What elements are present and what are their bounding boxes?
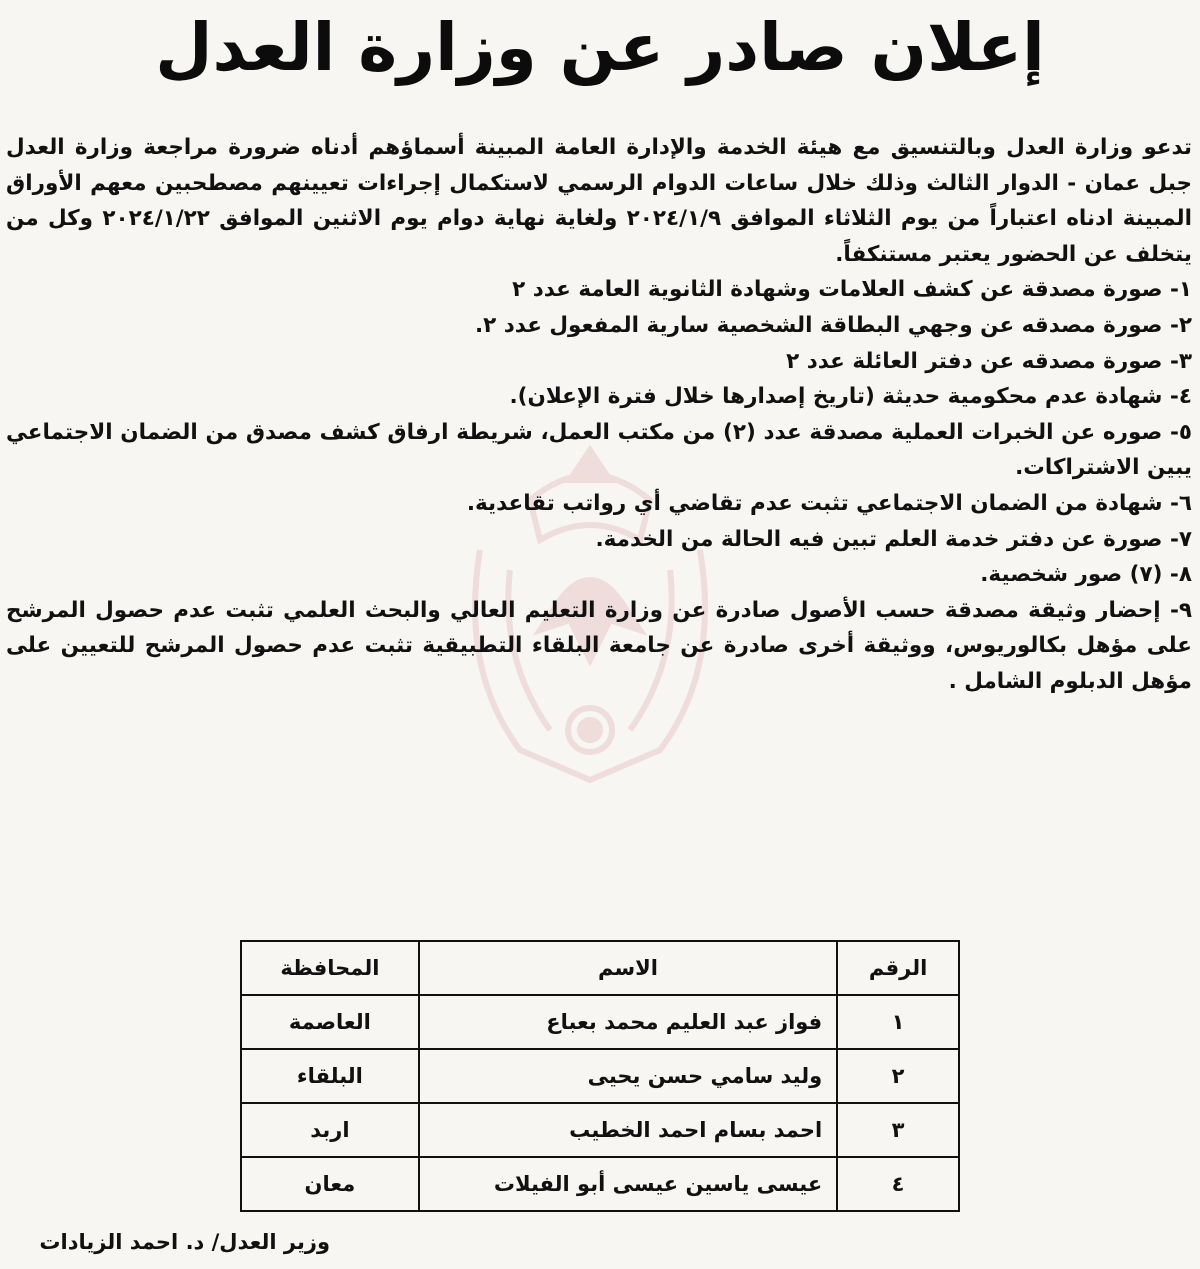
table-row bbox=[241, 1157, 959, 1211]
table-row bbox=[241, 1103, 959, 1157]
row-name: وليد سامي حسن يحيى bbox=[419, 1049, 837, 1103]
announcement-title: إعلان صادر عن وزارة العدل bbox=[155, 9, 1045, 86]
table-row bbox=[241, 995, 959, 1049]
row-governorate: معان bbox=[241, 1157, 419, 1211]
minister-signature: وزير العدل/ د. احمد الزيادات bbox=[39, 1230, 330, 1254]
row-number: ٤ bbox=[837, 1157, 959, 1211]
header-name: الاسم bbox=[419, 941, 837, 995]
row-governorate: العاصمة bbox=[241, 995, 419, 1049]
row-name: عيسى ياسين عيسى أبو الفيلات bbox=[419, 1157, 837, 1211]
row-number: ١ bbox=[837, 995, 959, 1049]
requirement-item-7: ٧- صورة عن دفتر خدمة العلم تبين فيه الحالة من الخدمة. bbox=[595, 526, 1192, 552]
requirement-item-3: ٣- صورة مصدقه عن دفتر العائلة عدد ٢ bbox=[786, 348, 1192, 374]
table-header-row bbox=[241, 941, 959, 995]
row-number: ٣ bbox=[837, 1103, 959, 1157]
requirement-item-8: ٨- (٧) صور شخصية. bbox=[980, 562, 1192, 588]
requirement-item-9: ٩- إحضار وثيقة مصدقة حسب الأصول صادرة عن وزارة التعليم العالي والبحث العلمي تثبت عدم حصول المرشح على مؤهل بكالوريوس، ووثيقة أخرى صادرة عن جامعة البلقاء التطبيقية تثبت عدم حصول المرشح للتعيين على مؤهل الدبلوم الشامل . bbox=[6, 597, 1192, 694]
requirement-item-4: ٤- شهادة عدم محكومية حديثة (تاريخ إصدارها خلال فترة الإعلان). bbox=[509, 384, 1192, 410]
row-name: فواز عبد العليم محمد بعباع bbox=[419, 995, 837, 1049]
header-governorate: المحافظة bbox=[241, 941, 419, 995]
row-governorate: البلقاء bbox=[241, 1049, 419, 1103]
table-row bbox=[241, 1049, 959, 1103]
row-name: احمد بسام احمد الخطيب bbox=[419, 1103, 837, 1157]
requirement-item-6: ٦- شهادة من الضمان الاجتماعي تثبت عدم تقاضي أي رواتب تقاعدية. bbox=[466, 490, 1192, 516]
requirement-item-1: ١- صورة مصدقة عن كشف العلامات وشهادة الثانوية العامة عدد ٢ bbox=[512, 277, 1192, 303]
row-number: ٢ bbox=[837, 1049, 959, 1103]
candidates-table bbox=[240, 940, 960, 1212]
header-number: الرقم bbox=[837, 941, 959, 995]
requirement-item-2: ٢- صورة مصدقه عن وجهي البطاقة الشخصية سارية المفعول عدد ٢. bbox=[474, 312, 1192, 338]
announcement-body bbox=[6, 130, 1192, 700]
intro-paragraph: تدعو وزارة العدل وبالتنسيق مع هيئة الخدمة والإدارة العامة المبينة أسماؤهم أدناه ضرورة مراجعة وزارة العدل جبل عمان - الدوار الثالث وذلك خلال ساعات الدوام الرسمي لاستكمال إجراءات تعيينهم مصطحبين معهم الأوراق المبينة ادناه اعتباراً من يوم الثلاثاء الموافق ٢٠٢٤/١/٩ ولغاية نهاية دوام يوم الاثنين الموافق ٢٠٢٤/١/٢٢ وكل من يتخلف عن الحضور يعتبر مستنكفاً. bbox=[6, 135, 1192, 267]
requirement-item-5: ٥- صوره عن الخبرات العملية مصدقة عدد (٢) من مكتب العمل، شريطة ارفاق كشف مصدق من الضمان الاجتماعي يبين الاشتراكات. bbox=[6, 419, 1192, 481]
row-governorate: اربد bbox=[241, 1103, 419, 1157]
